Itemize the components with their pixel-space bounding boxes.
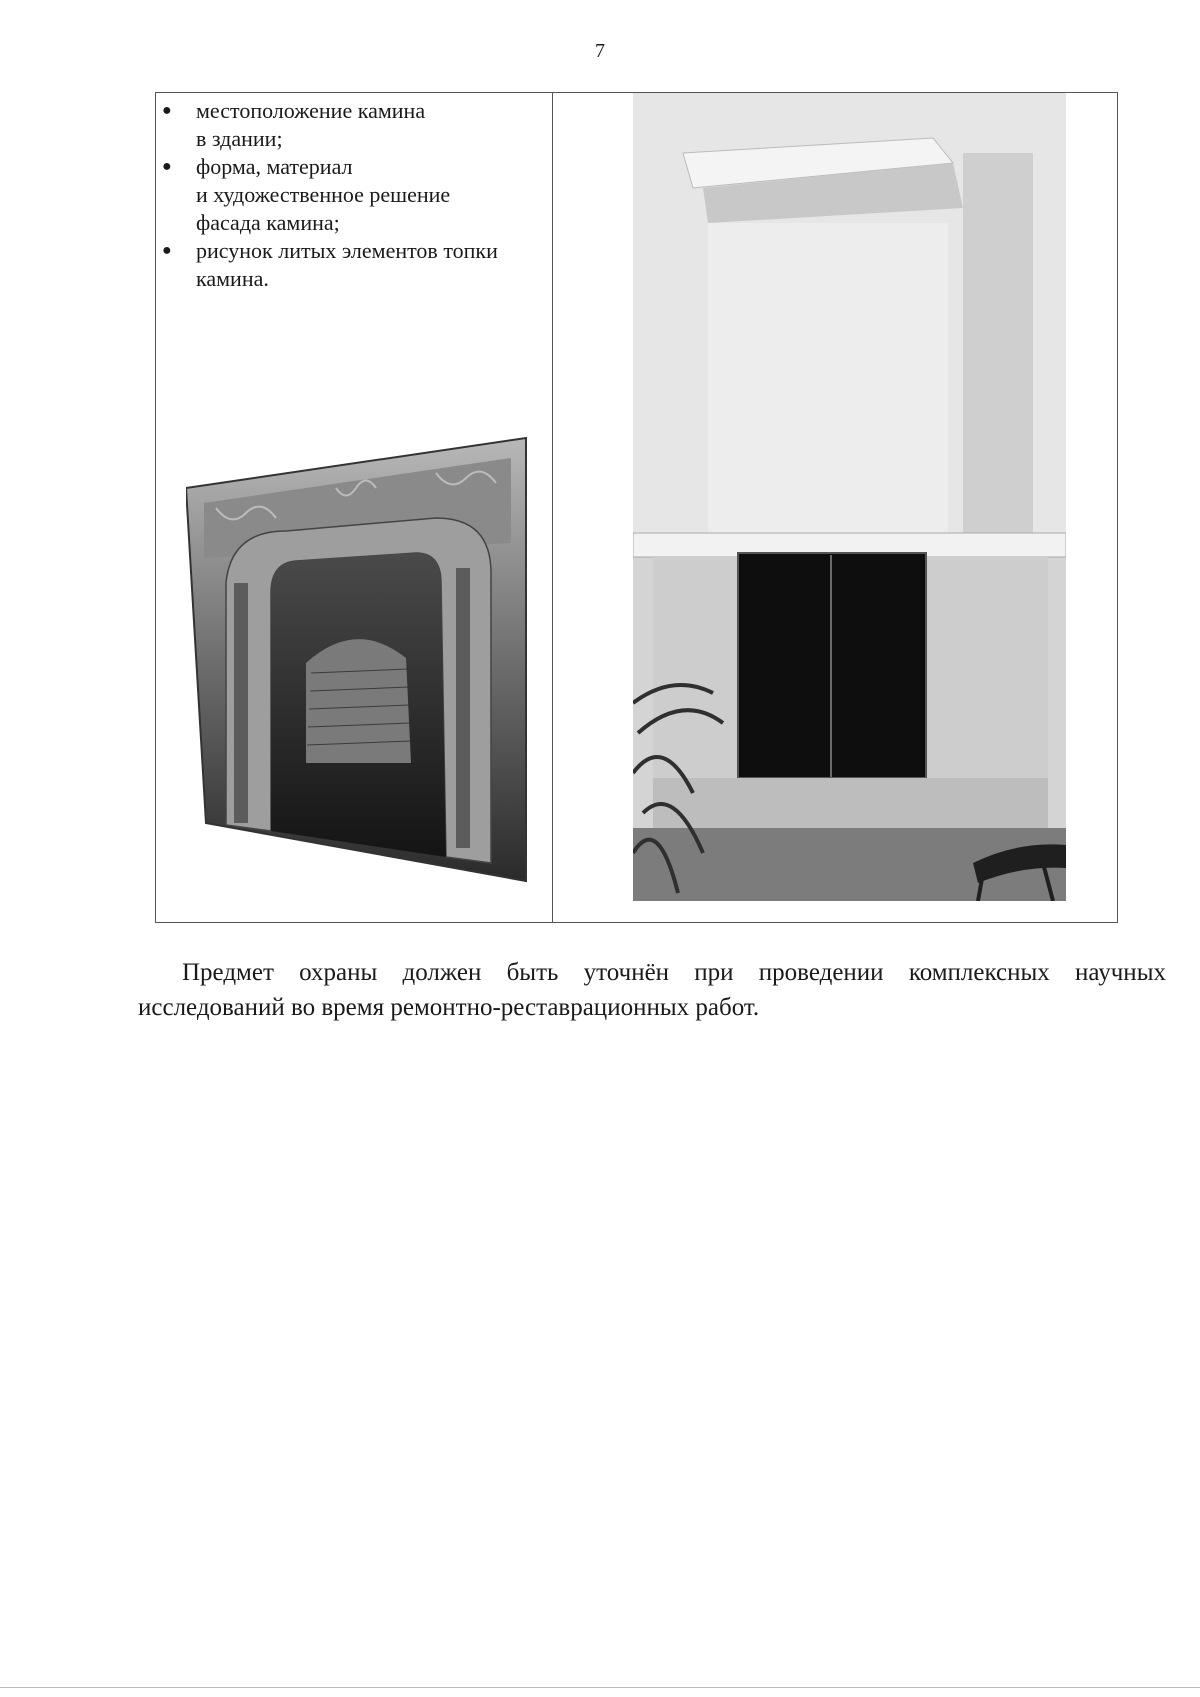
table-cell-left [156,93,553,922]
bullet-icon: ● [162,242,172,259]
bullet-icon: ● [162,102,172,119]
protection-subject-table [155,92,1118,923]
cast-iron-fireplace-photo [186,433,536,883]
list-item [156,97,536,153]
bullet-text: рисунок литых элементов топки камина. [196,238,498,291]
page-number: 7 [595,40,605,62]
bullet-icon: ● [162,158,172,175]
bullet-text: местоположение камина в здании; [196,98,426,151]
fireplace-interior-photo [633,93,1066,901]
paragraph-text: Предмет охраны должен быть уточнён при проведении комплексных научных исследований во время ремонтно-реставрационных работ. [138,959,1166,1021]
table-cell-right [553,93,1117,922]
body-paragraph [138,955,1166,1025]
list-item [156,153,536,237]
bottom-rule [0,1687,1200,1688]
bullet-list [156,97,536,293]
bullet-text: форма, материал и художественное решение фасада камина; [196,154,451,235]
list-item [156,237,536,293]
